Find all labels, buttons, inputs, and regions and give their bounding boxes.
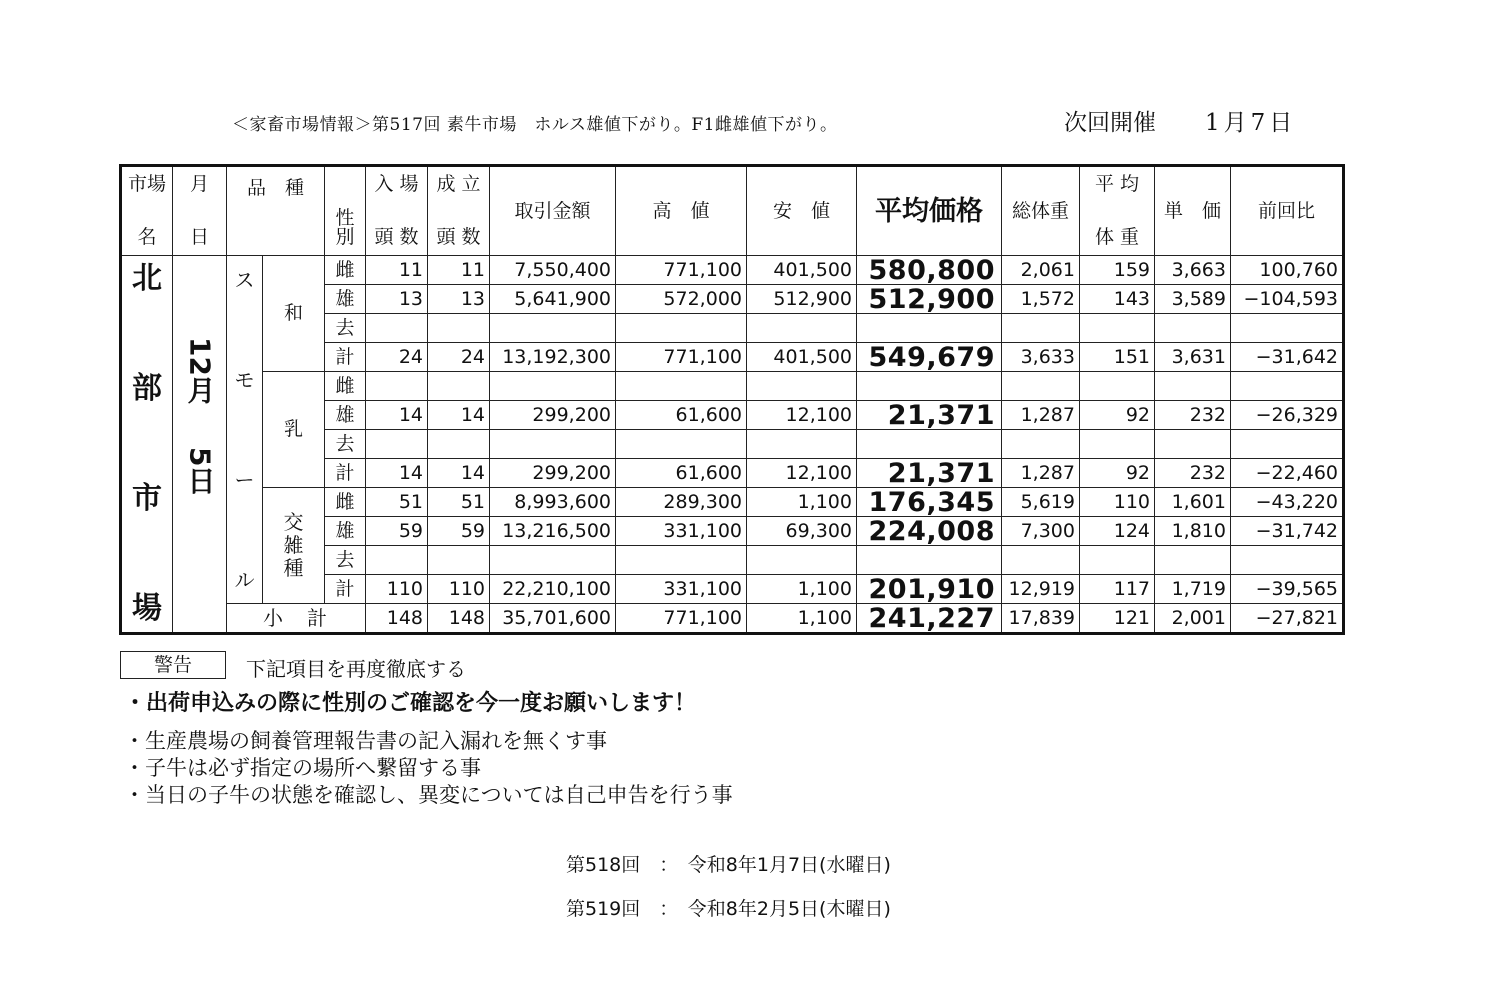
- subtotal-row: [121, 604, 1344, 634]
- table-cell: [1002, 430, 1080, 459]
- table-cell: [1231, 430, 1344, 459]
- table-cell: [616, 314, 747, 343]
- breed-wa: 和: [263, 256, 325, 372]
- table-cell: 5,619: [1002, 488, 1080, 517]
- table-cell: 1,100: [747, 604, 857, 634]
- table-cell: [366, 314, 428, 343]
- table-cell: 17,839: [1002, 604, 1080, 634]
- notice-item: ・当日の子牛の状態を確認し、異変については自己申告を行う事: [124, 783, 733, 807]
- table-cell: −31,642: [1231, 343, 1344, 372]
- table-cell: [490, 430, 616, 459]
- table-row: [121, 372, 1344, 401]
- table-cell: 512,900: [857, 285, 1002, 314]
- table-cell: 1,601: [1155, 488, 1231, 517]
- table-cell: 100,760: [1231, 256, 1344, 285]
- table-cell: [1155, 430, 1231, 459]
- table-cell: [857, 372, 1002, 401]
- table-cell: 241,227: [857, 604, 1002, 634]
- table-cell: [1155, 546, 1231, 575]
- table-cell: [1155, 314, 1231, 343]
- table-cell: 13: [428, 285, 490, 314]
- table-cell: 13,216,500: [490, 517, 616, 546]
- table-cell: 13: [366, 285, 428, 314]
- table-cell: 14: [366, 401, 428, 430]
- notice-item: ・生産農場の飼養管理報告書の記入漏れを無くす事: [124, 729, 607, 753]
- table-cell: [1231, 546, 1344, 575]
- schedule-item: 第518回 ： 令和8年1月7日(水曜日): [566, 854, 891, 876]
- warning-text: 下記項目を再度徹底する: [246, 657, 466, 681]
- table-cell: 143: [1080, 285, 1155, 314]
- table-cell: −39,565: [1231, 575, 1344, 604]
- table-cell: [366, 546, 428, 575]
- table-cell: 雄: [325, 401, 366, 430]
- table-cell: [1002, 314, 1080, 343]
- table-cell: 549,679: [857, 343, 1002, 372]
- table-cell: 51: [366, 488, 428, 517]
- table-cell: 771,100: [616, 256, 747, 285]
- col-avg-price: 平均価格: [857, 166, 1002, 256]
- table-cell: [857, 314, 1002, 343]
- category-cell: ス モ ー ル: [227, 256, 263, 604]
- table-cell: [366, 372, 428, 401]
- table-cell: 24: [428, 343, 490, 372]
- table-cell: 59: [366, 517, 428, 546]
- table-cell: 1,100: [747, 575, 857, 604]
- table-cell: 12,100: [747, 459, 857, 488]
- notice-item: ・出荷申込みの際に性別のご確認を今一度お願いします！: [124, 691, 697, 716]
- table-cell: 110: [366, 575, 428, 604]
- market-name-cell: [121, 256, 173, 634]
- table-cell: 572,000: [616, 285, 747, 314]
- table-cell: −104,593: [1231, 285, 1344, 314]
- table-cell: 151: [1080, 343, 1155, 372]
- col-sex: 性 別: [325, 166, 366, 256]
- table-cell: [366, 430, 428, 459]
- table-cell: 580,800: [857, 256, 1002, 285]
- table-cell: [1080, 430, 1155, 459]
- table-cell: 5,641,900: [490, 285, 616, 314]
- col-breed: 品 種: [227, 166, 325, 256]
- table-cell: 1,287: [1002, 401, 1080, 430]
- table-cell: 1,287: [1002, 459, 1080, 488]
- table-cell: 59: [428, 517, 490, 546]
- table-cell: −22,460: [1231, 459, 1344, 488]
- table-cell: 去: [325, 546, 366, 575]
- table-cell: [1231, 314, 1344, 343]
- table-cell: 2,061: [1002, 256, 1080, 285]
- col-market: 市場 名: [121, 166, 173, 256]
- table-cell: 3,631: [1155, 343, 1231, 372]
- table-cell: 51: [428, 488, 490, 517]
- table-cell: 289,300: [616, 488, 747, 517]
- table-cell: [747, 314, 857, 343]
- table-cell: 8,993,600: [490, 488, 616, 517]
- table-cell: 雄: [325, 285, 366, 314]
- market-char: 部: [132, 371, 162, 406]
- table-cell: [1155, 372, 1231, 401]
- table-cell: 201,910: [857, 575, 1002, 604]
- table-cell: −43,220: [1231, 488, 1344, 517]
- table-cell: 1,719: [1155, 575, 1231, 604]
- table-cell: [490, 546, 616, 575]
- table-cell: [428, 430, 490, 459]
- table-cell: 110: [1080, 488, 1155, 517]
- table-cell: [1002, 372, 1080, 401]
- table-cell: 148: [428, 604, 490, 634]
- table-cell: [1080, 546, 1155, 575]
- date-cell: [173, 256, 227, 634]
- table-cell: −31,742: [1231, 517, 1344, 546]
- table-cell: 計: [325, 459, 366, 488]
- table-cell: 7,550,400: [490, 256, 616, 285]
- table-cell: [1231, 372, 1344, 401]
- table-cell: [857, 546, 1002, 575]
- table-cell: 雌: [325, 372, 366, 401]
- table-row: [121, 488, 1344, 517]
- market-char: 市: [132, 481, 162, 516]
- table-cell: 124: [1080, 517, 1155, 546]
- market-char: 北: [132, 261, 162, 296]
- col-date: 月 日: [173, 166, 227, 256]
- col-entered: 入 場 頭 数: [366, 166, 428, 256]
- table-cell: 61,600: [616, 459, 747, 488]
- table-cell: −27,821: [1231, 604, 1344, 634]
- table-cell: 3,663: [1155, 256, 1231, 285]
- table-cell: 92: [1080, 401, 1155, 430]
- table-cell: 21,371: [857, 401, 1002, 430]
- table-cell: [490, 372, 616, 401]
- table-cell: 雄: [325, 517, 366, 546]
- table-header-row: [121, 166, 1344, 256]
- table-cell: 159: [1080, 256, 1155, 285]
- table-cell: 232: [1155, 401, 1231, 430]
- table-cell: −26,329: [1231, 401, 1344, 430]
- table-cell: 12,919: [1002, 575, 1080, 604]
- table-cell: 11: [428, 256, 490, 285]
- table-cell: 24: [366, 343, 428, 372]
- notice-item: ・子牛は必ず指定の場所へ繋留する事: [124, 756, 481, 780]
- table-cell: [428, 314, 490, 343]
- table-cell: 771,100: [616, 343, 747, 372]
- table-cell: 計: [325, 343, 366, 372]
- table-cell: 92: [1080, 459, 1155, 488]
- col-sold: 成 立 頭 数: [428, 166, 490, 256]
- table-cell: 計: [325, 575, 366, 604]
- table-cell: 22,210,100: [490, 575, 616, 604]
- table-cell: 1,100: [747, 488, 857, 517]
- next-session-date: 1月7日: [1205, 110, 1297, 136]
- table-cell: 雌: [325, 256, 366, 285]
- table-cell: [490, 314, 616, 343]
- table-cell: [616, 546, 747, 575]
- table-cell: 3,589: [1155, 285, 1231, 314]
- col-avg-weight: 平 均 体 重: [1080, 166, 1155, 256]
- col-amount: 取引金額: [490, 166, 616, 256]
- table-cell: [747, 430, 857, 459]
- table-cell: 2,001: [1155, 604, 1231, 634]
- month: 12月: [183, 337, 217, 405]
- table-cell: 401,500: [747, 343, 857, 372]
- table-cell: 11: [366, 256, 428, 285]
- table-cell: 121: [1080, 604, 1155, 634]
- breed-cross: 交 雑 種: [263, 488, 325, 604]
- table-cell: [857, 430, 1002, 459]
- table-cell: 雌: [325, 488, 366, 517]
- col-low: 安 値: [747, 166, 857, 256]
- market-char: 場: [132, 591, 162, 626]
- table-cell: 331,100: [616, 517, 747, 546]
- table-cell: 117: [1080, 575, 1155, 604]
- table-cell: [428, 372, 490, 401]
- table-cell: [616, 372, 747, 401]
- table-cell: [747, 372, 857, 401]
- table-cell: 1,572: [1002, 285, 1080, 314]
- col-unit-price: 単 価: [1155, 166, 1231, 256]
- table-cell: 14: [428, 459, 490, 488]
- table-cell: 12,100: [747, 401, 857, 430]
- table-cell: 35,701,600: [490, 604, 616, 634]
- market-results-table: [119, 164, 1345, 635]
- table-cell: 331,100: [616, 575, 747, 604]
- table-cell: 69,300: [747, 517, 857, 546]
- table-cell: 176,345: [857, 488, 1002, 517]
- table-cell: 21,371: [857, 459, 1002, 488]
- next-session-label: 次回開催: [1064, 110, 1156, 136]
- table-cell: 224,008: [857, 517, 1002, 546]
- col-prev: 前回比: [1231, 166, 1344, 256]
- table-cell: 去: [325, 314, 366, 343]
- day: 5日: [183, 447, 217, 495]
- table-cell: [747, 546, 857, 575]
- table-cell: 299,200: [490, 401, 616, 430]
- report-title: ＜家畜市場情報＞第517回 素牛市場 ホルス雄値下がり。F1雌雄値下がり。: [232, 115, 838, 135]
- table-row: [121, 256, 1344, 285]
- table-cell: 14: [366, 459, 428, 488]
- warning-label: 警告: [120, 651, 226, 679]
- col-high: 高 値: [616, 166, 747, 256]
- table-cell: [1080, 372, 1155, 401]
- table-cell: [428, 546, 490, 575]
- table-cell: 14: [428, 401, 490, 430]
- table-cell: 13,192,300: [490, 343, 616, 372]
- col-total-weight: 総体重: [1002, 166, 1080, 256]
- table-cell: [616, 430, 747, 459]
- table-cell: 去: [325, 430, 366, 459]
- breed-nyu: 乳: [263, 372, 325, 488]
- table-cell: 771,100: [616, 604, 747, 634]
- table-cell: 7,300: [1002, 517, 1080, 546]
- table-cell: [1002, 546, 1080, 575]
- table-cell: 299,200: [490, 459, 616, 488]
- subtotal-label: 小 計: [227, 604, 366, 634]
- table-cell: [1080, 314, 1155, 343]
- table-cell: 3,633: [1002, 343, 1080, 372]
- schedule-item: 第519回 ： 令和8年2月5日(木曜日): [566, 898, 891, 920]
- table-cell: 232: [1155, 459, 1231, 488]
- table-cell: 110: [428, 575, 490, 604]
- table-cell: 148: [366, 604, 428, 634]
- table-cell: 1,810: [1155, 517, 1231, 546]
- table-cell: 61,600: [616, 401, 747, 430]
- table-cell: 401,500: [747, 256, 857, 285]
- table-cell: 512,900: [747, 285, 857, 314]
